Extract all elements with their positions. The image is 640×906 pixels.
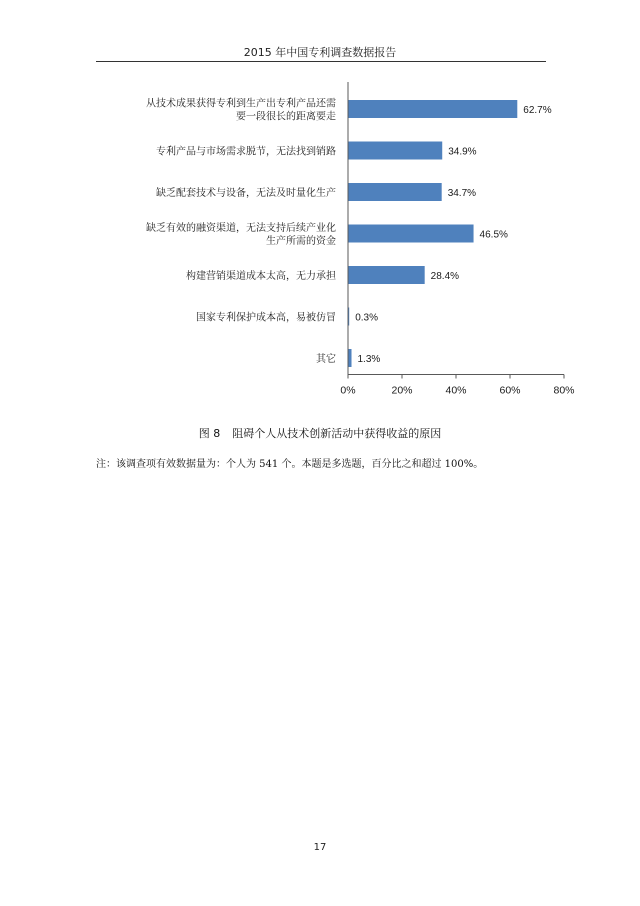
x-tick-label: 20% — [391, 384, 413, 397]
bar — [348, 142, 442, 160]
x-tick-label: 80% — [553, 384, 575, 397]
x-tick-label: 40% — [445, 384, 467, 397]
figure-note: 注：该调查项有效数据量为：个人为 541 个。本题是多选题，百分比之和超过 100%。 — [96, 459, 484, 470]
header-rule — [96, 61, 546, 62]
bar-chart — [0, 80, 640, 410]
bar — [348, 266, 425, 284]
category-label: 构建营销渠道成本太高，无力承担 — [186, 271, 336, 282]
bar — [348, 225, 474, 243]
category-label: 其它 — [316, 354, 336, 365]
category-label: 专利产品与市场需求脱节，无法找到销路 — [156, 146, 336, 158]
category-label: 从技术成果获得专利到生产出专利产品还需 — [146, 98, 336, 110]
category-label: 缺乏有效的融资渠道，无法支持后续产业化 — [146, 223, 336, 234]
x-tick-label: 0% — [340, 384, 356, 397]
value-label: 62.7% — [523, 105, 552, 116]
value-label: 28.4% — [430, 271, 460, 282]
figure-caption — [0, 425, 640, 441]
value-label: 46.5% — [479, 229, 508, 241]
bar — [348, 100, 517, 118]
category-label: 缺乏配套技术与设备，无法及时量化生产 — [156, 188, 336, 199]
x-tick-label: 60% — [499, 384, 521, 397]
value-label: 34.7% — [447, 188, 477, 199]
category-label: 生产所需的资金 — [266, 236, 336, 247]
value-label: 34.9% — [448, 146, 477, 158]
page-number: 17 — [313, 842, 327, 853]
category-label: 国家专利保护成本高，易被仿冒 — [196, 312, 336, 324]
bar — [348, 349, 352, 367]
page-header-title: 2015 年中国专利调查数据报告 — [243, 46, 397, 59]
figure-title: 阻碍个人从技术创新活动中获得收益的原因 — [232, 427, 442, 440]
category-label: 要一段很长的距离要走 — [236, 111, 336, 123]
bar — [348, 183, 442, 201]
value-label: 1.3% — [357, 354, 381, 365]
value-label: 0.3% — [355, 312, 378, 324]
figure-number: 图 8 — [198, 427, 221, 440]
